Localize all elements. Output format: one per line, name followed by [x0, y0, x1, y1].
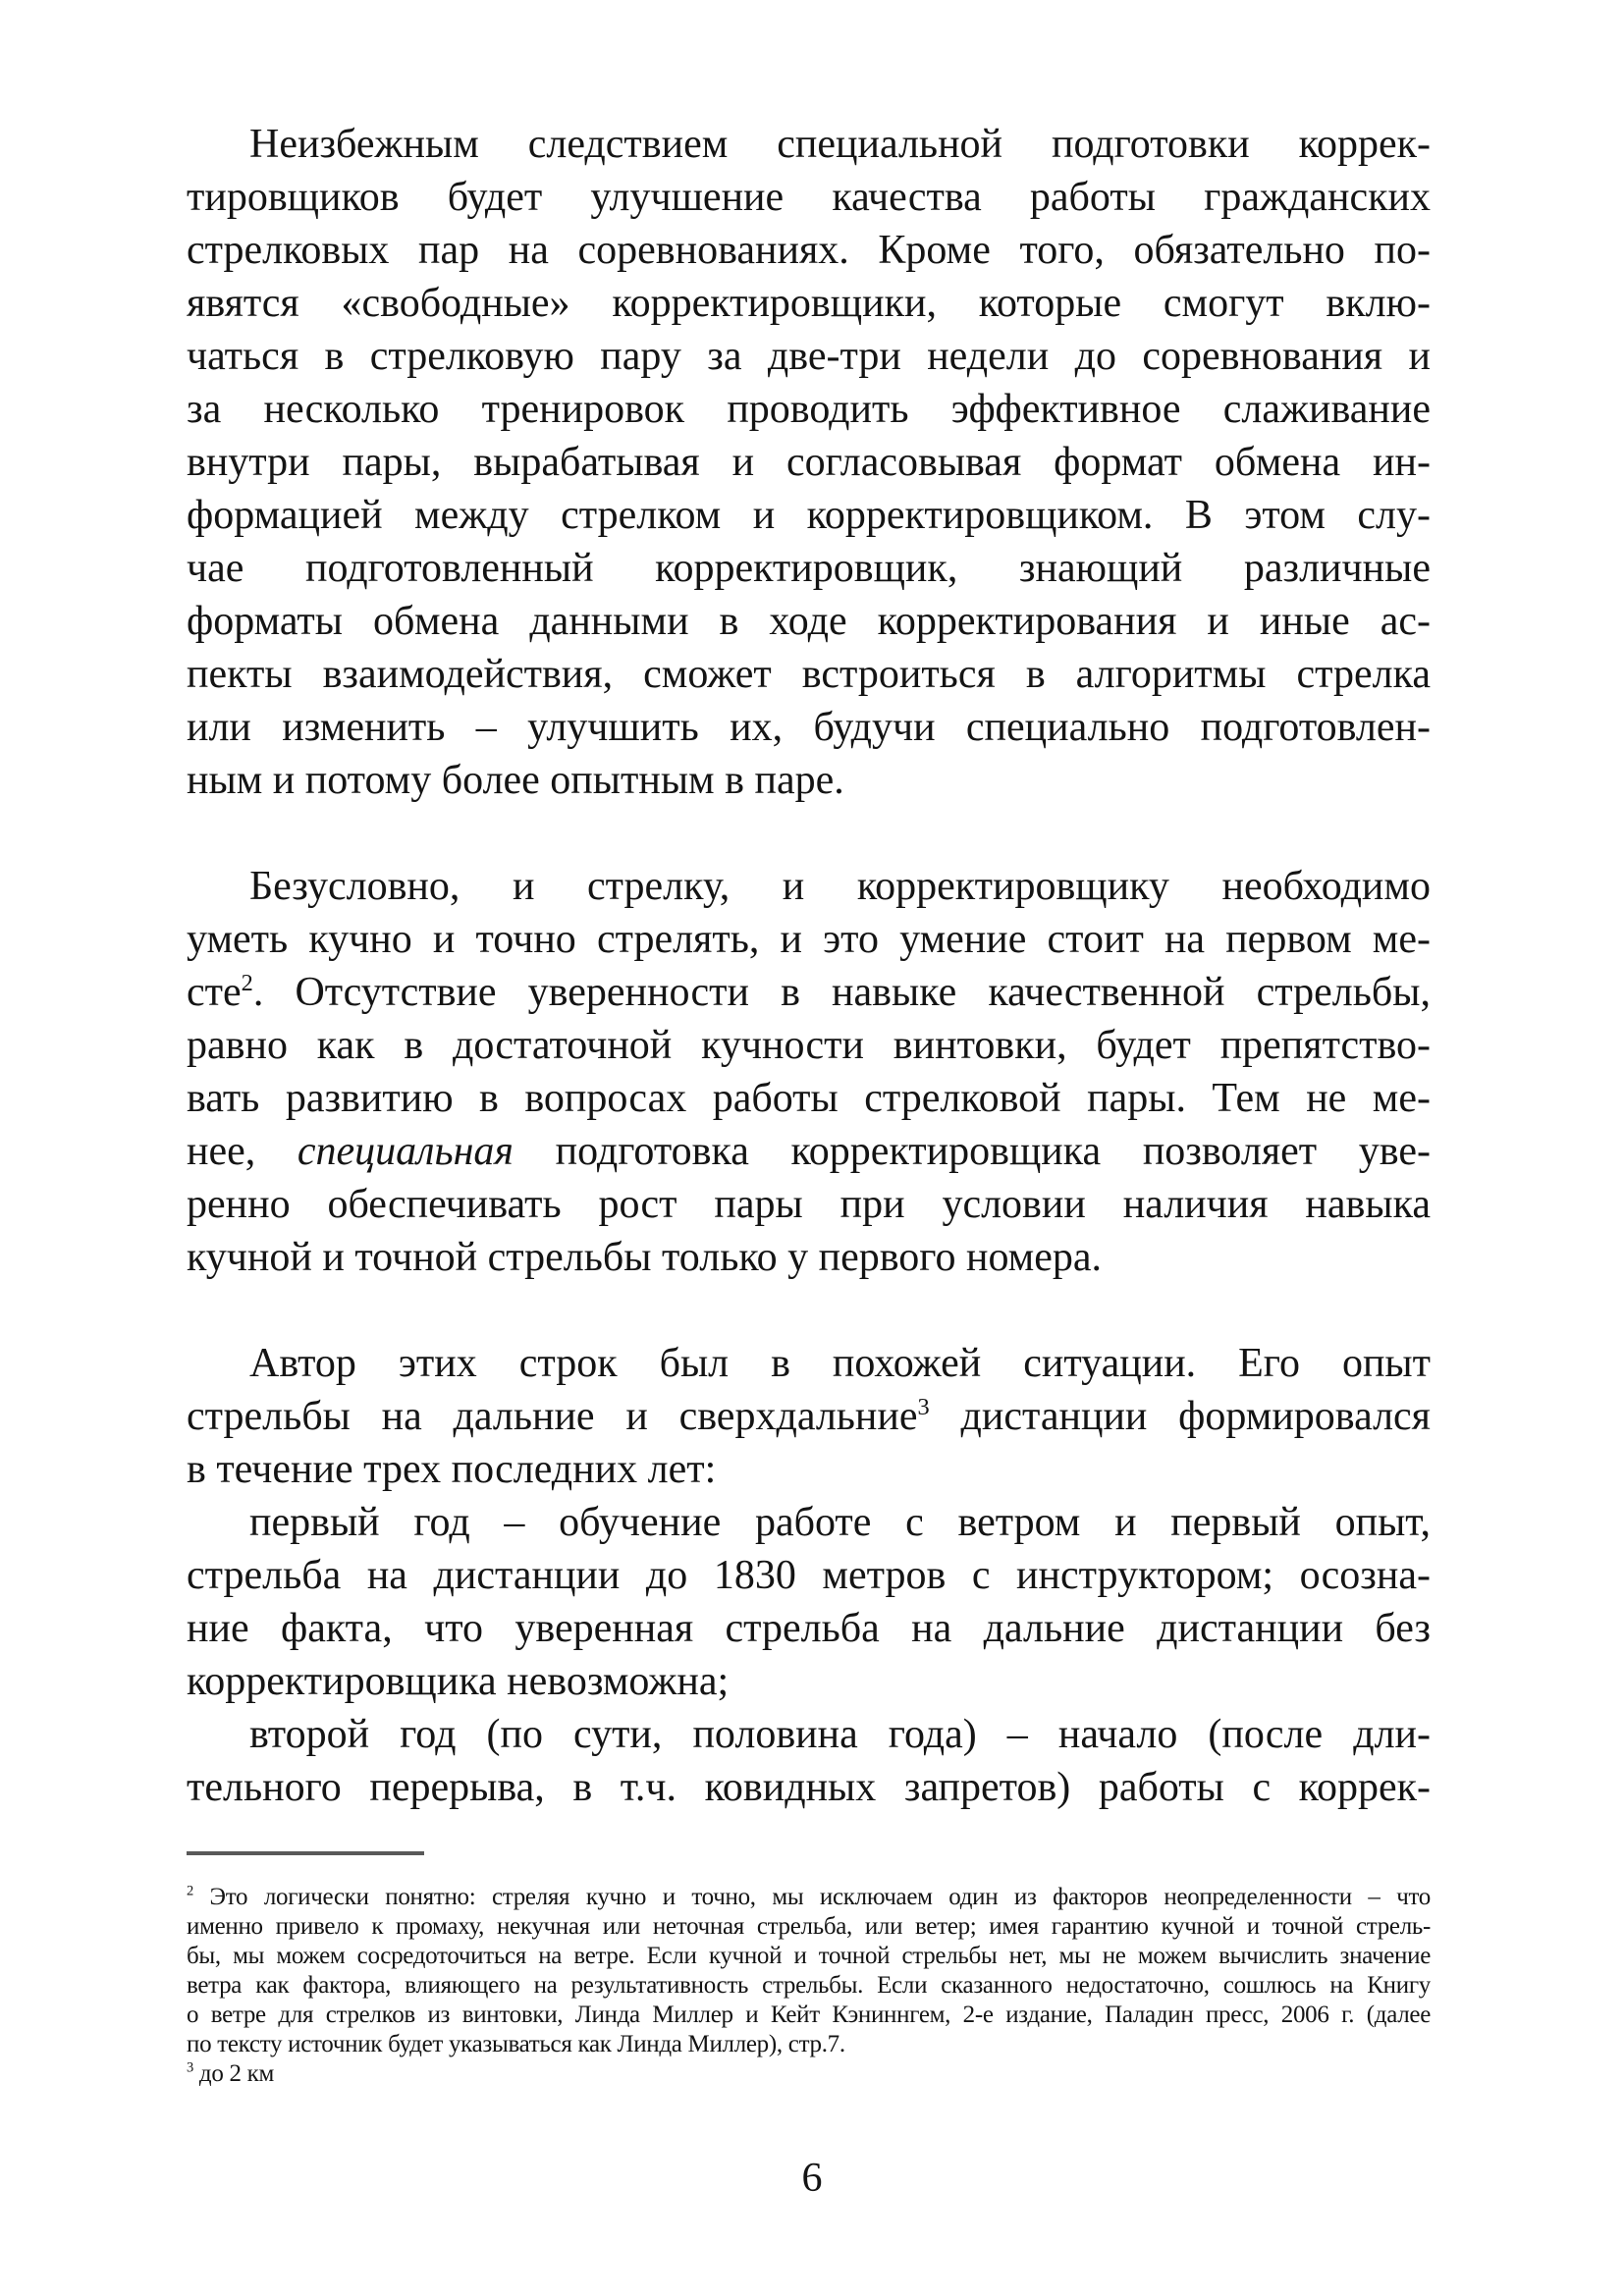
text-line: [187, 1602, 1431, 1655]
text-line: [187, 1443, 1431, 1496]
paragraph: [187, 860, 1431, 1284]
text-line: [187, 436, 1431, 489]
paragraph: [187, 118, 1431, 807]
text-run: чае подготовленный корректировщик, знающий различные: [187, 546, 1431, 591]
text-run: первый год – обучение работе с ветром и первый опыт,: [249, 1500, 1431, 1545]
text-run: Автор этих строк был в похожей ситуации. Его опыт: [249, 1341, 1431, 1386]
footnote-line: [187, 1942, 1431, 1971]
text-run: Это логически понятно: стреляя кучно и точно, мы исключаем один из факторов неопределенности – что: [192, 1884, 1431, 1910]
text-run: уметь кучно и точно стрелять, и это умение стоит на первом ме-: [187, 917, 1431, 962]
footnote: [187, 1883, 1431, 2059]
text-run: второй год (по сути, половина года) – начало (после дли-: [249, 1712, 1431, 1757]
footnote-line: [187, 1883, 1431, 1912]
body-text: [187, 118, 1431, 1814]
text-line: [187, 1019, 1431, 1072]
text-run: равно как в достаточной кучности винтовки, будет препятство-: [187, 1023, 1431, 1068]
text-run: дистанции формировался: [929, 1394, 1431, 1439]
text-line: [187, 171, 1431, 224]
text-run: стрельба на дистанции до 1830 метров с инструктором; осозна-: [187, 1553, 1431, 1598]
text-line: [187, 1231, 1431, 1284]
text-line: [187, 648, 1431, 701]
text-run: или изменить – улучшить их, будучи специально подготовлен-: [187, 705, 1431, 750]
text-run: тировщиков будет улучшение качества работы гражданских: [187, 175, 1431, 220]
text-run: нее,: [187, 1129, 298, 1174]
footnote-marker: 2: [187, 1883, 193, 1899]
text-run: чаться в стрелковую пару за две-три недели до соревнования и: [187, 334, 1431, 379]
text-run: Неизбежным следствием специальной подготовки коррек-: [249, 122, 1431, 167]
text-run: Безусловно, и стрелку, и корректировщику необходимо: [249, 864, 1431, 909]
text-run: тельного перерыва, в т.ч. ковидных запретов) работы с коррек-: [187, 1765, 1431, 1810]
text-run: корректировщика невозможна;: [187, 1659, 730, 1704]
text-line: [187, 1761, 1431, 1814]
text-run: в течение трех последних лет:: [187, 1447, 717, 1492]
text-run: форматы обмена данными в ходе корректирования и иные ас-: [187, 599, 1431, 644]
text-run: . Отсутствие уверенности в навыке качественной стрельбы,: [252, 970, 1431, 1015]
text-line: [187, 277, 1431, 330]
footnote-separator: [187, 1851, 424, 1855]
footnotes: [187, 1883, 1431, 2089]
text-run: по тексту источник будет указываться как Линда Миллер), стр.7.: [187, 2031, 845, 2057]
text-run: стрелковых пар на соревнованиях. Кроме того, обязательно по-: [187, 228, 1431, 273]
footnote-line: [187, 1912, 1431, 1942]
text-run: формацией между стрелком и корректировщиком. В этом слу-: [187, 493, 1431, 538]
text-run: подготовка корректировщика позволяет уве-: [513, 1129, 1431, 1174]
text-run: ным и потому более опытным в паре.: [187, 758, 844, 803]
text-run: внутри пары, вырабатывая и согласовывая формат обмена ин-: [187, 440, 1431, 485]
text-line: [187, 966, 1431, 1019]
footnote-marker: 3: [917, 1394, 930, 1420]
text-run: стрельбы на дальние и сверхдальние: [187, 1394, 918, 1439]
footnote-line: [187, 2059, 1431, 2089]
italic-text: специальная: [297, 1129, 514, 1174]
text-line: [187, 1655, 1431, 1708]
text-line: [187, 1178, 1431, 1231]
text-line: [187, 330, 1431, 383]
text-line: [187, 913, 1431, 966]
text-run: сте: [187, 970, 242, 1015]
text-run: ветра как фактора, влияющего на результативность стрельбы. Если сказанного недостаточно, сошлюсь на Книгу: [187, 1972, 1431, 1999]
text-line: [187, 1072, 1431, 1125]
text-line: [187, 701, 1431, 754]
text-line: [187, 1125, 1431, 1178]
footnote-line: [187, 2030, 1431, 2059]
text-line: [187, 1549, 1431, 1602]
text-run: за несколько тренировок проводить эффективное слаживание: [187, 387, 1431, 432]
text-run: вать развитию в вопросах работы стрелковой пары. Тем не ме-: [187, 1076, 1431, 1121]
footnote: [187, 2059, 1431, 2089]
text-run: ние факта, что уверенная стрельба на дальние дистанции без: [187, 1606, 1431, 1651]
footnote-line: [187, 2001, 1431, 2030]
text-run: именно привело к промаху, некучная или неточная стрельба, или ветер; имея гарантию кучной и точной стрель-: [187, 1913, 1431, 1940]
text-run: бы, мы можем сосредоточиться на ветре. Если кучной и точной стрельбы нет, мы не можем вычислить значение: [187, 1943, 1431, 1969]
footnote-line: [187, 1971, 1431, 2001]
text-run: кучной и точной стрельбы только у первого номера.: [187, 1235, 1103, 1280]
text-line: [187, 224, 1431, 277]
text-line: [187, 860, 1431, 913]
text-run: явятся «свободные» корректировщики, которые смогут вклю-: [187, 281, 1431, 326]
page-number: 6: [801, 2156, 823, 2201]
text-run: ренно обеспечивать рост пары при условии наличия навыка: [187, 1182, 1431, 1227]
text-run: пекты взаимодействия, сможет встроиться в алгоритмы стрелка: [187, 652, 1431, 697]
text-line: [187, 383, 1431, 436]
text-line: [187, 1337, 1431, 1390]
text-line: [187, 1390, 1431, 1443]
text-run: до 2 км: [192, 2060, 274, 2087]
text-line: [187, 489, 1431, 542]
text-line: [187, 1496, 1431, 1549]
text-line: [187, 754, 1431, 807]
paragraph: [187, 1337, 1431, 1814]
footnote-marker: 3: [187, 2059, 193, 2076]
footnote-marker: 2: [241, 970, 253, 996]
text-line: [187, 1708, 1431, 1761]
text-line: [187, 542, 1431, 595]
text-line: [187, 118, 1431, 171]
text-run: о ветре для стрелков из винтовки, Линда Миллер и Кейт Кэниннгем, 2-е издание, Паладин пресс, 2006 г. (далее: [187, 2002, 1431, 2028]
text-line: [187, 595, 1431, 648]
